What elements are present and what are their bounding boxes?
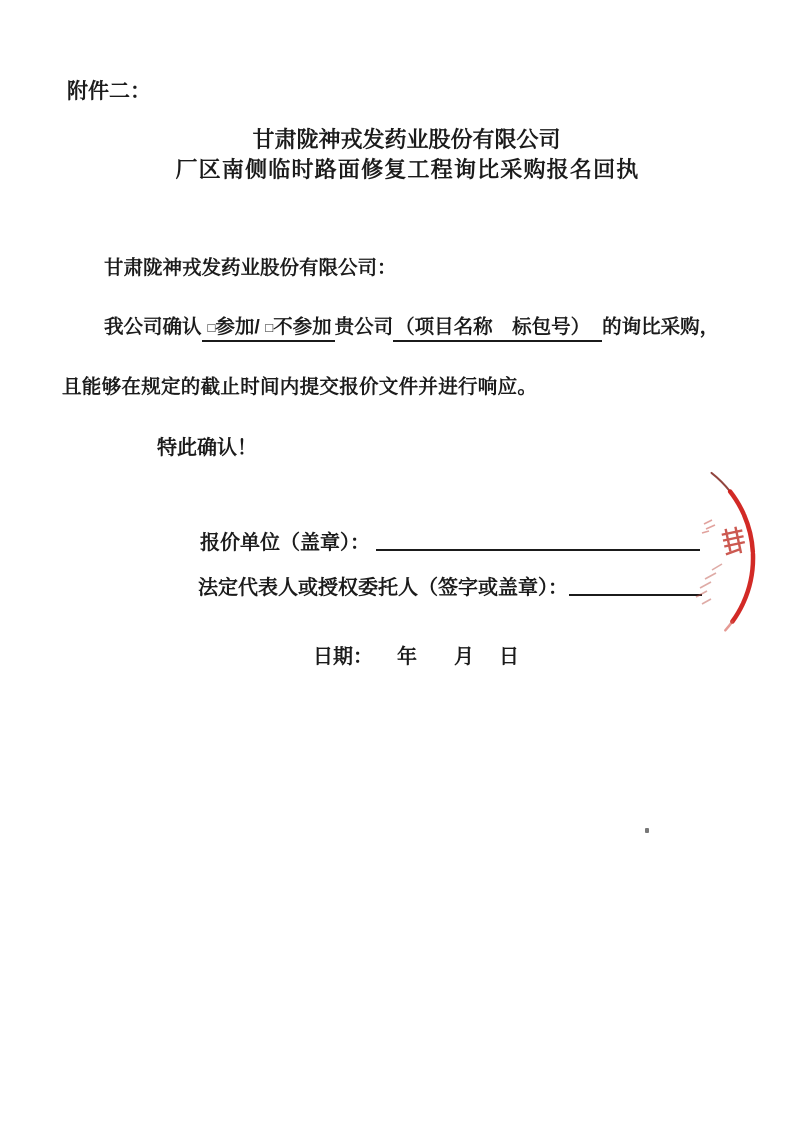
date-year-label: 年 xyxy=(397,646,417,668)
legal-rep-signature-blank xyxy=(569,574,702,596)
participate-checkbox: □ xyxy=(207,320,216,335)
confirmation-sentence xyxy=(104,311,719,342)
legal-rep-signature-row xyxy=(198,571,702,600)
confirmation-continuation: 且能够在规定的截止时间内提交报价文件并进行响应。 xyxy=(62,376,538,398)
company-seal-stamp xyxy=(612,432,793,687)
date-row xyxy=(313,640,519,669)
participation-options-blank xyxy=(202,311,335,342)
seal-faint-glyphs-upper xyxy=(702,520,715,533)
document-title-project: 厂区南侧临时路面修复工程询比采购报名回执 xyxy=(175,157,640,182)
bidder-signature-row xyxy=(200,526,700,555)
project-name-blank: （项目名称 标包号） xyxy=(393,311,602,342)
participate-option-label: 参加/ xyxy=(215,316,266,338)
date-month-label: 月 xyxy=(454,646,474,668)
confirmation-suffix: 的询比采购， xyxy=(602,316,720,338)
legal-rep-label: 法定代表人或授权委托人（签字或盖章）： xyxy=(198,577,568,599)
bidder-signature-blank xyxy=(376,529,700,551)
decline-option-label: 不参加 xyxy=(273,316,332,338)
confirmation-prefix: 我公司确认 xyxy=(104,316,202,338)
seal-faint-glyphs-main xyxy=(721,526,747,557)
document-title-company: 甘肃陇神戎发药业股份有限公司 xyxy=(252,127,561,152)
decline-checkbox: □ xyxy=(265,320,274,335)
seal-arc-main xyxy=(730,492,753,622)
scan-artifact-speck xyxy=(645,828,649,833)
date-day-label: 日 xyxy=(499,646,519,668)
seal-arc-upper-tail xyxy=(712,473,731,492)
confirmation-middle: 贵公司 xyxy=(334,316,394,338)
closing-statement: 特此确认！ xyxy=(157,437,257,459)
bidder-label: 报价单位（盖章）： xyxy=(200,532,370,554)
salutation: 甘肃陇神戎发药业股份有限公司： xyxy=(104,257,397,279)
date-label: 日期： xyxy=(313,646,373,668)
attachment-label: 附件二： xyxy=(67,80,151,103)
seal-arc-lower-fade xyxy=(725,622,732,631)
